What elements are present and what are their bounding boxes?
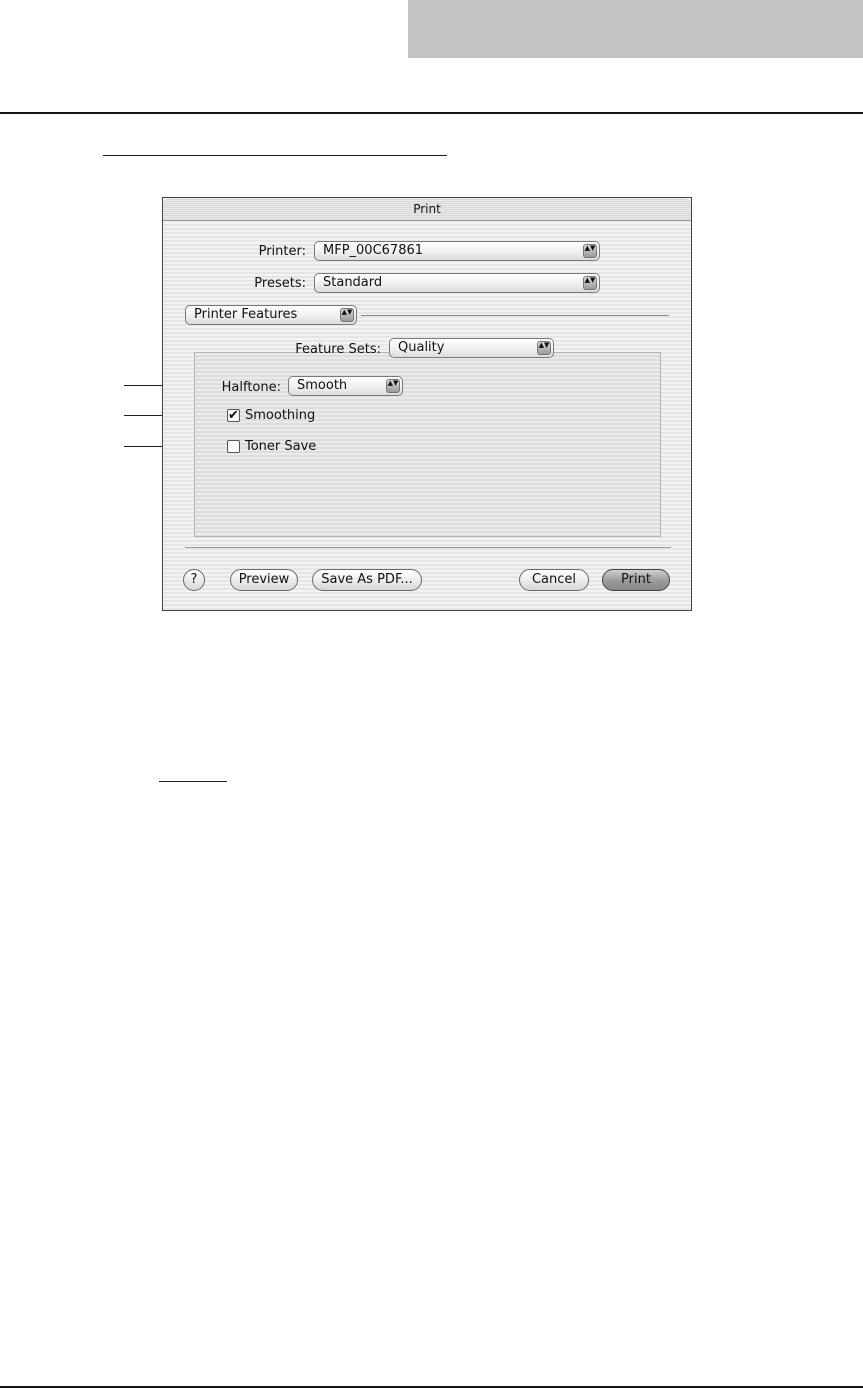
help-button[interactable]: ? (183, 569, 205, 591)
bottom-separator (185, 547, 671, 548)
popup-arrows-icon: ▲▼ (583, 244, 597, 258)
dialog-title: Print (163, 198, 691, 221)
feature-sets-value: Quality (398, 340, 445, 355)
save-as-pdf-button[interactable]: Save As PDF... (312, 569, 422, 591)
printer-popup[interactable] (314, 241, 600, 261)
print-button[interactable]: Print (602, 569, 670, 591)
smoothing-checkbox[interactable] (227, 409, 240, 422)
presets-label: Presets: (254, 276, 306, 291)
section-title-underline (103, 155, 447, 156)
popup-arrows-icon: ▲▼ (537, 341, 551, 355)
panel-popup-value: Printer Features (194, 307, 298, 322)
printer-value: MFP_00C67861 (323, 243, 424, 258)
popup-arrows-icon: ▲▼ (583, 276, 597, 290)
feature-sets-popup[interactable] (389, 338, 554, 358)
popup-arrows-icon: ▲▼ (340, 308, 354, 322)
header-rule (0, 112, 863, 114)
checkmark-icon: ✔ (228, 408, 239, 423)
subsection-underline (159, 781, 227, 782)
header-tab-bar (408, 0, 863, 58)
cancel-button[interactable]: Cancel (519, 569, 589, 591)
halftone-popup[interactable] (288, 376, 403, 396)
popup-arrows-icon: ▲▼ (386, 379, 400, 393)
footer-rule (0, 1386, 863, 1388)
presets-value: Standard (323, 275, 383, 290)
feature-sets-label: Feature Sets: (295, 342, 381, 357)
presets-popup[interactable] (314, 273, 600, 293)
print-dialog (162, 197, 692, 611)
printer-label: Printer: (258, 244, 306, 259)
smoothing-label: Smoothing (245, 408, 316, 423)
halftone-value: Smooth (297, 378, 348, 393)
panel-separator (361, 315, 669, 316)
preview-button[interactable]: Preview (230, 569, 298, 591)
panel-popup[interactable] (185, 305, 357, 325)
toner-save-label: Toner Save (245, 439, 317, 454)
halftone-label: Halftone: (221, 380, 281, 395)
toner-save-checkbox[interactable] (227, 440, 240, 453)
